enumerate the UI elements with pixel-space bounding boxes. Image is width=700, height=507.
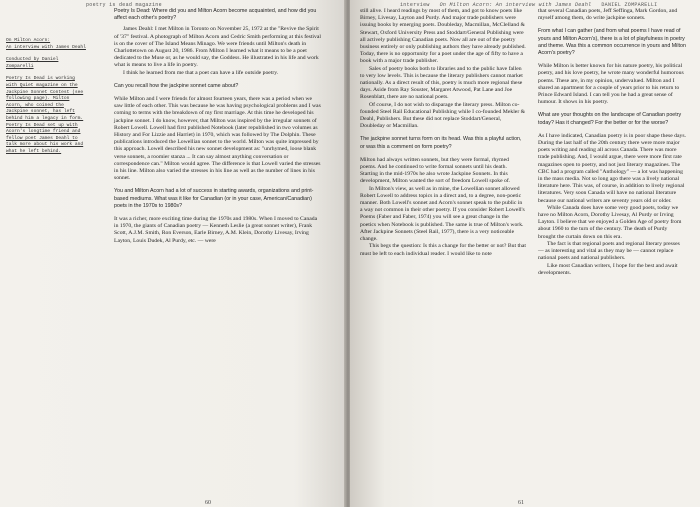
article-intro: Poetry Is Dead is working with Quiet magazine on the Jackpine Sonnet Contest (see following page). Milton Acorn, who coined the Jackpine sonnet, has left behind him a legacy in form. Poetry Is Dead set up with Acorn's longtime friend and fellow poet James Deahl to talk more about his work and what he left behind. (6, 76, 84, 154)
right-column-1 (360, 8, 526, 258)
answer-4-para-3: This begs the question: Is this a change for the better or not? But that must be left to each individual reader. I would like to note (360, 243, 527, 257)
answer-6-para-3: The fact is that regional poets and regional literary presses — as interesting and vital as they may be — cannot replace national poets and national publishers. (538, 240, 680, 262)
question-2: Can you recall how the jackpine sonnet came about? (114, 82, 239, 89)
answer-1-para-2: I think he learned from me that a poet can have a life outside poetry. (123, 69, 279, 76)
answer-2: While Milton and I were friends for almost fourteen years, there was a period when we saw little of each other. This was because he was having psychological problems and I was coming to terms with the breakdown of my first marriage. At this time he developed his jackpine sonnet. I do know, however, that Milton was inspired by the irregular sonnets of Robert Lowell. Lowell had first published Notebook (later republished in two volumes as History and For Lizzie and Harriet) in 1970, which was followed by The Dolphin. These publications introduced the Lowellian sonnet to the world. Milton was quite impressed by this approach. Lowell described his new sonnet development as: "unrhymed, loose blank verse sonnets, a roomier stanza ... It can say almost anything conversation or correspondence can." Milton would agree. The difference is that Lowell varied the stresses in his line. Milton also varied the stresses in his line as well as the number of lines in his sonnet. (114, 96, 321, 182)
question-3: You and Milton Acorn had a lot of success in starting awards, organizations and print-based mediums. What was it like for Canadian (or in your case, American/Canadian) poets in the 1970s to 1980s? (114, 188, 314, 209)
article-title-line-2: An interview with James Deahl (6, 44, 86, 50)
question-4: The jackpine sonnet turns form on its head. Was this a playful action, or was this a comment on form poetry? (360, 136, 522, 150)
answer-3: It was a richer, more exciting time during the 1970s and 1980s. When I moved to Canada in 1970, the giants of Canadian poetry — Kenneth Leslie (a great sonnet writer), Frank Scott, A.J.M. Smith, Ron Everson, Earle Birney, A.M. Klein, Dorothy Livesay, Irving Layton, Louis Dudek, Al Purdy, etc. — were (114, 216, 318, 244)
answer-6-para-4: Like most Canadian writers, I hope for the best and await developments. (538, 262, 678, 276)
sidebar (6, 38, 86, 156)
article-title-line-1: On Milton Acorn: (6, 38, 51, 43)
answer-5: While Milton is better known for his nature poetry, his political poetry, and his love poetry, he wrote many wonderful humorous poems. These are, in my opinion, undervalued. Milton and I shared an apartment for a couple of years prior to his return to Prince Edward Island. I can tell you he had a great sense of humour. It shows in his poetry. (538, 63, 684, 106)
question-1: Poetry Is Dead: Where did you and Milton Acorn become acquainted, and how did you affect each other's poetry? (114, 8, 317, 22)
continued-para-3: Of course, I do not wish to disparage the literary press. Milton co-founded Steel Rail Educational Publishing while I co-founded Mekler & Deahl, Publishers. But these did not replace Stoddart/General, Doubleday or Macmillan. (360, 101, 526, 130)
continued-para-1: still alive. I heard readings by most of them, and got to know poets like Birney, Livesay, Layton and Purdy. And major trade publishers were issuing books by emerging poets. Doubleday, Macmillan, McClelland & Stewart, Oxford University Press and Stoddart/General Publishing were all actively publishing Canadian poets. Now all are out of the poetry business entirely or only publishing authors they have already published. Today, there is no opportunity for a poet under the age of fifty to have a book with a major trade publisher. (360, 8, 526, 65)
answer-1-para-1: James Deahl: I met Milton in Toronto on November 25, 1972 at the "Revive the Spirit of '37" festival. A photograph of Milton Acorn and Cedric Smith performing at this festival is on the cover of The Island Means Minago. We were friends until Milton's death in Charlottetown on August 20, 1986. From Milton I learned what it means to be a poet dedicated to the Muse or, as he would say, the Goddess. He illustrated in his life and work what is means to live a life in poetry. (114, 26, 321, 69)
page-number-left: 60 (205, 500, 211, 506)
running-header-left: poetry is dead magazine (86, 2, 162, 8)
left-column (114, 8, 322, 249)
page-number-right: 61 (518, 500, 524, 506)
right-column-2 (538, 8, 686, 277)
article-credit: Conducted by Daniel Zomparelli (6, 57, 59, 69)
continued-para-2: Sales of poetry books both to libraries and to the public have fallen to very low levels. This is because the literary publishers cannot market nationally. As a direct result of this, poetry is much more regional these days. Aside from Ray Souster, Margaret Atwood, Pat Lane and Joe Rosenblatt, there are no national poets. (360, 65, 523, 101)
question-6: What are your thoughts on the landscape of Canadian poetry today? Has it changed? For the better or for the worse? (538, 112, 682, 126)
right-page (350, 0, 700, 507)
left-page (0, 0, 346, 507)
answer-4-para-2: In Milton's view, as well as in mine, the Lowellian sonnet allowed Robert Lowell to address topics in a direct and, to a degree, non-poetic manner. Both Lowell's sonnet and Acorn's sonnet speak to the public in a way not common in their other poetry. If you consider Robert Lowell's Poems (Faber and Faber, 1974) you will see a great change in the poetics when Notebook is published. The same is true of Milton's work. After Jackpine Sonnets (Steel Rail, 1977), there is a very noticeable change. (360, 185, 525, 243)
answer-6-para-2: While Canada does have some very good poets, today we have no Milton Acorn, Dorothy Livesay, Al Purdy or Irving Layton. I believe that we enjoyed a Golden Age of poetry from about 1960 to the turn of the century. The death of Purdy brought the curtain down on this era. (538, 204, 682, 240)
running-header-title: On Milton Acorn: An interview with James Deahl (439, 2, 592, 8)
continued-para-4: that several Canadian poets, Jeff Seffinga, Mark Gordon, and myself among them, do write jackpine sonnets. (538, 8, 678, 22)
running-header-section: interview (400, 2, 430, 8)
running-header-author: DANIEL ZOMPARELLI (601, 2, 658, 8)
question-5: From what I can gather (and from what poems I have read of yours and Milton Acorn's), there is a lot of playfulness in poetry and theme. Was this a common occurrence in yours and Milton Acorn's poetry? (538, 28, 686, 57)
answer-4-para-1: Milton had always written sonnets, but they were formal, rhymed poems. And he continued to write formal sonnets until his death. Starting in the mid-1970s he also wrote Jackpine Sonnets. In this development, Milton wanted the sort of freedom Lowell spoke of. (360, 156, 511, 185)
answer-6-para-1: As I have indicated, Canadian poetry is in poor shape these days. During the last half of the 20th century there were more major poets writing and reading all across Canada. There was more trade publishing. And, I would argue, there were more first rate magazines open to poetry, and not just literary magazines. The CBC had a program called "Anthology" — a lot was happening in the mass media. Not so long ago there was a lively national literature here. This was, of course, in addition to lively regional literatures. Very soon Canada will have no national literature because our national writers are seventy years old or older. (538, 132, 686, 204)
